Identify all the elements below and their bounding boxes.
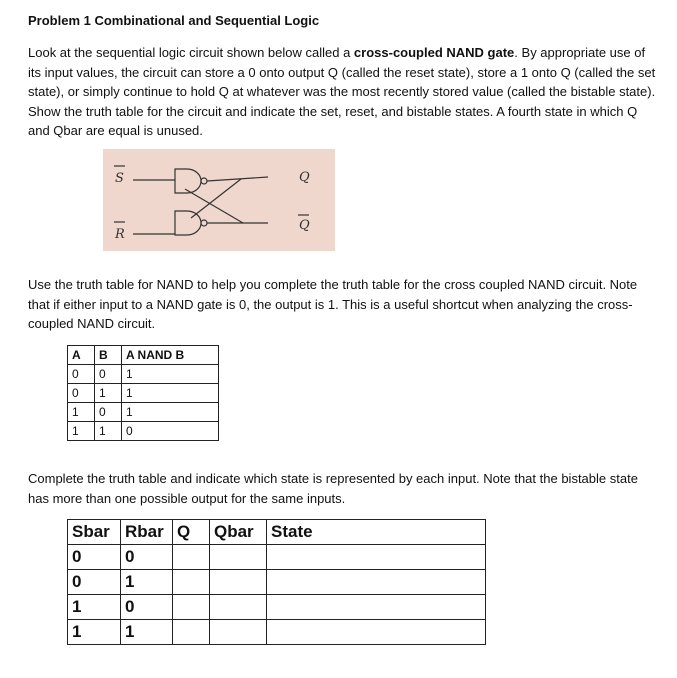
table-row <box>68 570 486 595</box>
cell-sbar: 0 <box>68 570 121 595</box>
table-row <box>68 384 219 403</box>
cell-qbar[interactable] <box>210 620 267 645</box>
intro-text-after: . By appropriate use of its input values, the circuit can store a 0 onto output Q (called the reset state), store a 1 onto Q (called the set state), or simply continue to hold Q at whatever was the most recently stored value (called the bistable state). Show the truth table for the circuit and indicate the set, reset, and bistable states. A fourth state in which Q and Qbar are equal is unused. <box>28 45 656 138</box>
table-row <box>68 422 219 441</box>
cell-state[interactable] <box>267 620 486 645</box>
table-header-row <box>68 520 486 545</box>
intro-text-before: Look at the sequential logic circuit shown below called a <box>28 45 354 60</box>
feedback-wire-qbar <box>185 189 243 223</box>
table-row <box>68 365 219 384</box>
cell: 1 <box>95 422 122 441</box>
header-sbar: Sbar <box>68 520 121 545</box>
cell-sbar: 0 <box>68 545 121 570</box>
cell: 0 <box>95 403 122 422</box>
intro-bold-term: cross-coupled NAND gate <box>353 45 515 60</box>
cell-q[interactable] <box>173 570 210 595</box>
cell-rbar: 0 <box>121 595 173 620</box>
cell: 0 <box>95 365 122 384</box>
nand-truth-table <box>67 345 219 441</box>
bottom-nand-bubble <box>201 220 207 226</box>
cell: 1 <box>95 384 122 403</box>
header-b: B <box>95 346 122 365</box>
cell-state[interactable] <box>267 570 486 595</box>
bottom-nand-gate <box>175 211 201 235</box>
header-a-nand-b: A NAND B <box>122 346 219 365</box>
cell: 1 <box>122 403 219 422</box>
header-a: A <box>68 346 95 365</box>
nand-instruction: Use the truth table for NAND to help you complete the truth table for the cross coupled NAND circuit. Note that if either input to a NAND gate is 0, the output is 1. This is a useful shortcut when analyzing the cross-coupled NAND circuit. <box>28 277 638 331</box>
cell-state[interactable] <box>267 545 486 570</box>
cell-state[interactable] <box>267 595 486 620</box>
header-rbar: Rbar <box>121 520 173 545</box>
cell-rbar: 0 <box>121 545 173 570</box>
complete-instruction: Complete the truth table and indicate which state is represented by each input. Note that the bistable state has more than one possible output for the same inputs. <box>28 471 638 506</box>
cell-q[interactable] <box>173 620 210 645</box>
qbar-label: Q <box>299 218 310 233</box>
circuit-image <box>103 149 335 251</box>
intro-paragraph <box>28 43 658 141</box>
cell: 0 <box>68 365 95 384</box>
header-state: State <box>267 520 486 545</box>
r-bar-label: R <box>115 227 125 242</box>
s-bar-label: S <box>115 171 124 186</box>
cell-rbar: 1 <box>121 570 173 595</box>
cell-sbar: 1 <box>68 620 121 645</box>
cross-coupled-nand-diagram <box>103 149 335 251</box>
cell-q[interactable] <box>173 595 210 620</box>
q-output-wire <box>207 177 268 181</box>
cell: 1 <box>122 384 219 403</box>
cell: 0 <box>68 384 95 403</box>
table-header-row <box>68 346 219 365</box>
top-nand-gate <box>175 169 201 193</box>
table-row <box>68 403 219 422</box>
table-row <box>68 545 486 570</box>
cell: 1 <box>68 422 95 441</box>
cell-sbar: 1 <box>68 595 121 620</box>
table-row <box>68 620 486 645</box>
cell: 1 <box>68 403 95 422</box>
table-row <box>68 595 486 620</box>
cell-qbar[interactable] <box>210 570 267 595</box>
top-nand-bubble <box>201 178 207 184</box>
q-label: Q <box>299 170 310 185</box>
header-q: Q <box>173 520 210 545</box>
cell-qbar[interactable] <box>210 545 267 570</box>
cell-q[interactable] <box>173 545 210 570</box>
cell-rbar: 1 <box>121 620 173 645</box>
state-truth-table <box>67 519 486 645</box>
cell: 1 <box>122 365 219 384</box>
problem-title: Problem 1 Combinational and Sequential Logic <box>28 13 320 28</box>
header-qbar: Qbar <box>210 520 267 545</box>
feedback-wire-q <box>191 179 241 218</box>
cell-qbar[interactable] <box>210 595 267 620</box>
cell: 0 <box>122 422 219 441</box>
